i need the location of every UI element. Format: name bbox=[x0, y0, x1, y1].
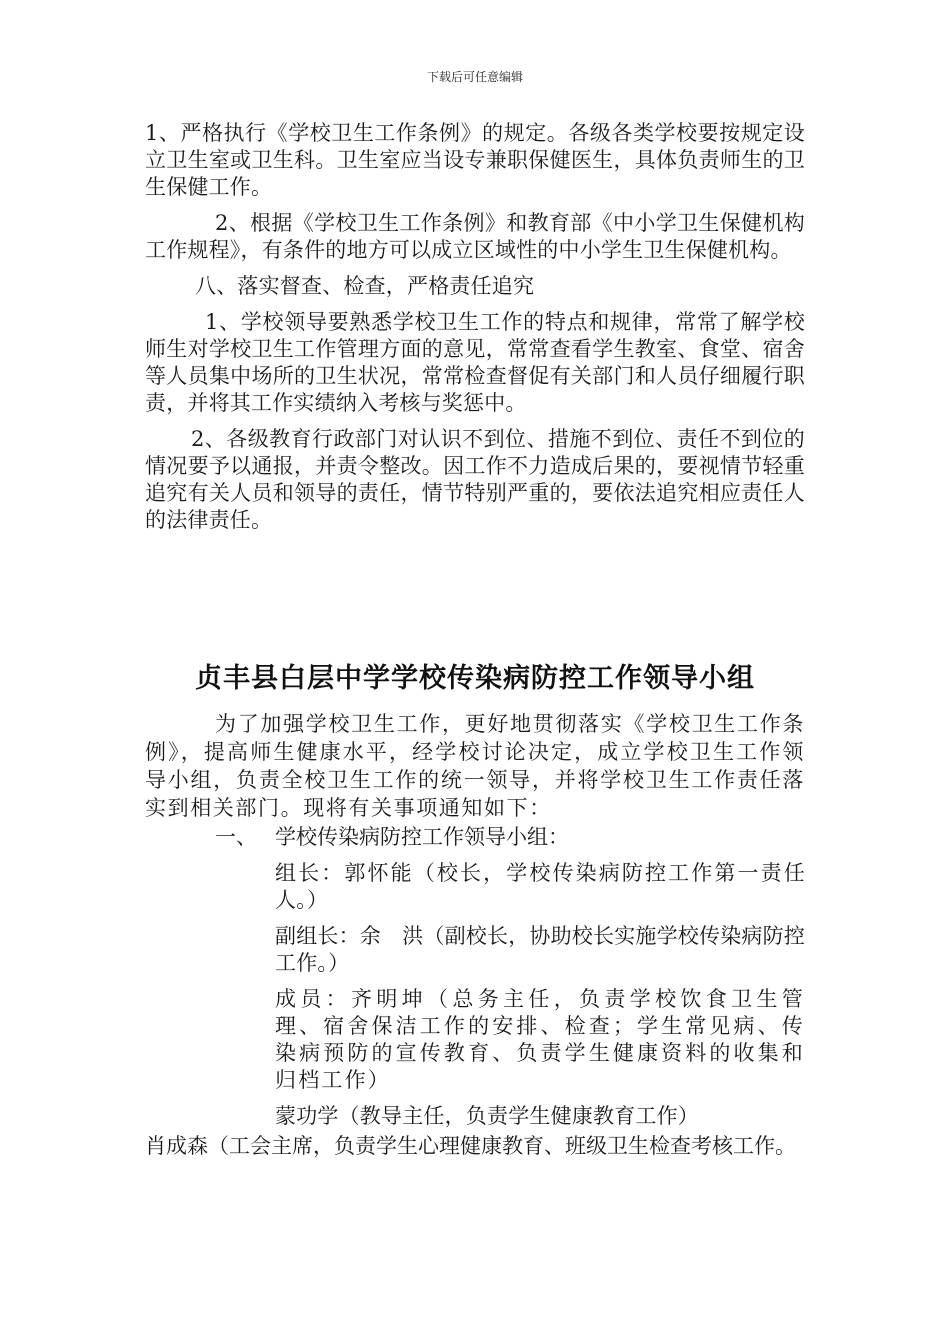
document-title: 贞丰县白层中学学校传染病防控工作领导小组 bbox=[195, 663, 755, 694]
section-heading-eight: 八、落实督查、检查，严格责任追究 bbox=[195, 274, 535, 298]
regulation-section bbox=[145, 120, 805, 543]
paragraph-4: 2、各级教育行政部门对认识不到位、措施不到位、责任不到位的情况要予以通报，并责令整改。因工作不力造成后果的，要视情节轻重追究有关人员和领导的责任，情节特别严重的，要依法追究相应责任人的法律责任。 bbox=[145, 427, 805, 532]
paragraph-1: 1、严格执行《学校卫生工作条例》的规定。各级各类学校要按规定设立卫生室或卫生科。卫生室应当设专兼职保健医生，具体负责师生的卫生保健工作。 bbox=[145, 121, 805, 199]
intro-section bbox=[145, 710, 805, 828]
member-list bbox=[275, 860, 805, 1139]
deputy-entry: 副组长：余 洪（副校长，协助校长实施学校传染病防控工作。） bbox=[275, 924, 805, 975]
download-note: 下载后可任意编辑 bbox=[426, 70, 523, 84]
paragraph-2: 2、根据《学校卫生工作条例》和教育部《中小学卫生保健机构工作规程》，有条件的地方可以成立区域性的中小学生卫生保健机构。 bbox=[145, 211, 805, 262]
member-entry: 成员：齐明坤（总务主任，负责学校饮食卫生管理、宿舍保洁工作的安排、检查；学生常见病、传染病预防的宣传教育、负责学生健康资料的收集和归档工作） bbox=[275, 987, 805, 1092]
intro-paragraph: 为了加强学校卫生工作，更好地贯彻落实《学校卫生工作条例》，提高师生健康水平，经学校讨论决定，成立学校卫生工作领导小组，负责全校卫生工作的统一领导，并将学校卫生工作责任落实到相关部门。现将有关事项通知如下： bbox=[145, 712, 805, 820]
paragraph-3: 1、学校领导要熟悉学校卫生工作的特点和规律，常常了解学校师生对学校卫生工作管理方面的意见，常常查看学生教室、食堂、宿舍等人员集中场所的卫生状况，常常检查督促有关部门和人员仔细履行职责，并将其工作实绩纳入考核与奖惩中。 bbox=[145, 310, 805, 415]
group-heading-label: 学校传染病防控工作领导小组： bbox=[275, 825, 569, 849]
member-entry: 蒙功学（教导主任，负责学生健康教育工作） bbox=[275, 1104, 699, 1128]
member-entry-last: 肖成森（工会主席，负责学生心理健康教育、班级卫生检查考核工作。 bbox=[145, 1134, 796, 1158]
group-heading bbox=[215, 824, 569, 851]
leader-entry: 组长：郭怀能（校长，学校传染病防控工作第一责任人。） bbox=[275, 861, 805, 912]
group-heading-number: 一、 bbox=[215, 825, 257, 849]
